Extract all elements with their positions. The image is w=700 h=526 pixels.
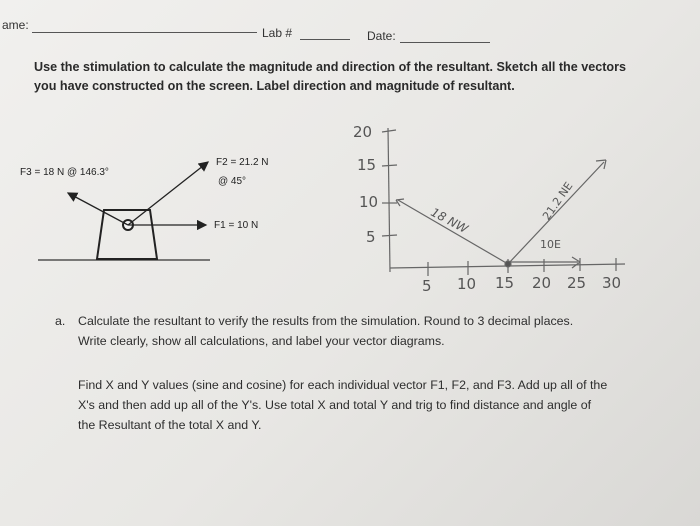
f3-label: F3 = 18 N @ 146.3° [20,167,109,178]
label-21-2-ne: 21.2 NE [540,179,576,223]
y-tick-label-15: 15 [357,156,377,174]
y-tick-label-20: 20 [353,123,373,141]
tick-y-20 [382,130,396,132]
tick-y-15 [382,165,397,166]
y-tick-label-10: 10 [359,193,379,211]
find-xy-instructions [78,375,683,435]
question-a-line-1: Calculate the resultant to verify the results from the simulation. Round to 3 decimal places. [78,314,574,328]
f2-angle-label: @ 45° [218,176,247,187]
sketch-y-axis [388,128,390,272]
lab-label: Lab # [262,26,293,40]
x-tick-label-30: 30 [602,274,622,292]
question-a [78,311,678,351]
f2-vector [128,162,208,225]
question-a-line-2: Write clearly, show all calculations, and label your vector diagrams. [78,334,445,348]
f2-label: F2 = 21.2 N [216,157,269,168]
x-tick-label-25: 25 [567,274,587,292]
hand-sketch [382,128,625,276]
instructions-line-2: you have constructed on the screen. Label direction and magnitude of resultant. [34,79,515,93]
sketch-origin-dot [505,261,511,267]
f1-label: F1 = 10 N [214,220,259,231]
x-tick-label-15: 15 [495,274,515,292]
instructions-line-1: Use the stimulation to calculate the magnitude and direction of the resultant. Sketch all the vectors [34,60,627,74]
find-line-1: Find X and Y values (sine and cosine) for each individual vector F1, F2, and F3. Add up all of the [78,378,608,392]
question-a-marker: a. [55,314,66,328]
weight-block [97,210,157,259]
y-tick-label-5: 5 [366,228,376,246]
find-line-2: X's and then add up all of the Y's. Use total X and total Y and trig to find distance and angle of [78,398,592,412]
label-10-e: 10E [540,238,561,251]
tick-y-5 [382,235,397,236]
x-tick-label-20: 20 [532,274,552,292]
date-label: Date: [367,29,396,43]
name-label: ame: [2,18,29,32]
x-tick-label-10: 10 [457,275,477,293]
x-tick-label-5: 5 [422,277,432,295]
label-18-nw: 18 NW [428,205,471,237]
sketch-nw-vector [398,200,508,264]
find-line-3: the Resultant of the total X and Y. [78,418,262,432]
